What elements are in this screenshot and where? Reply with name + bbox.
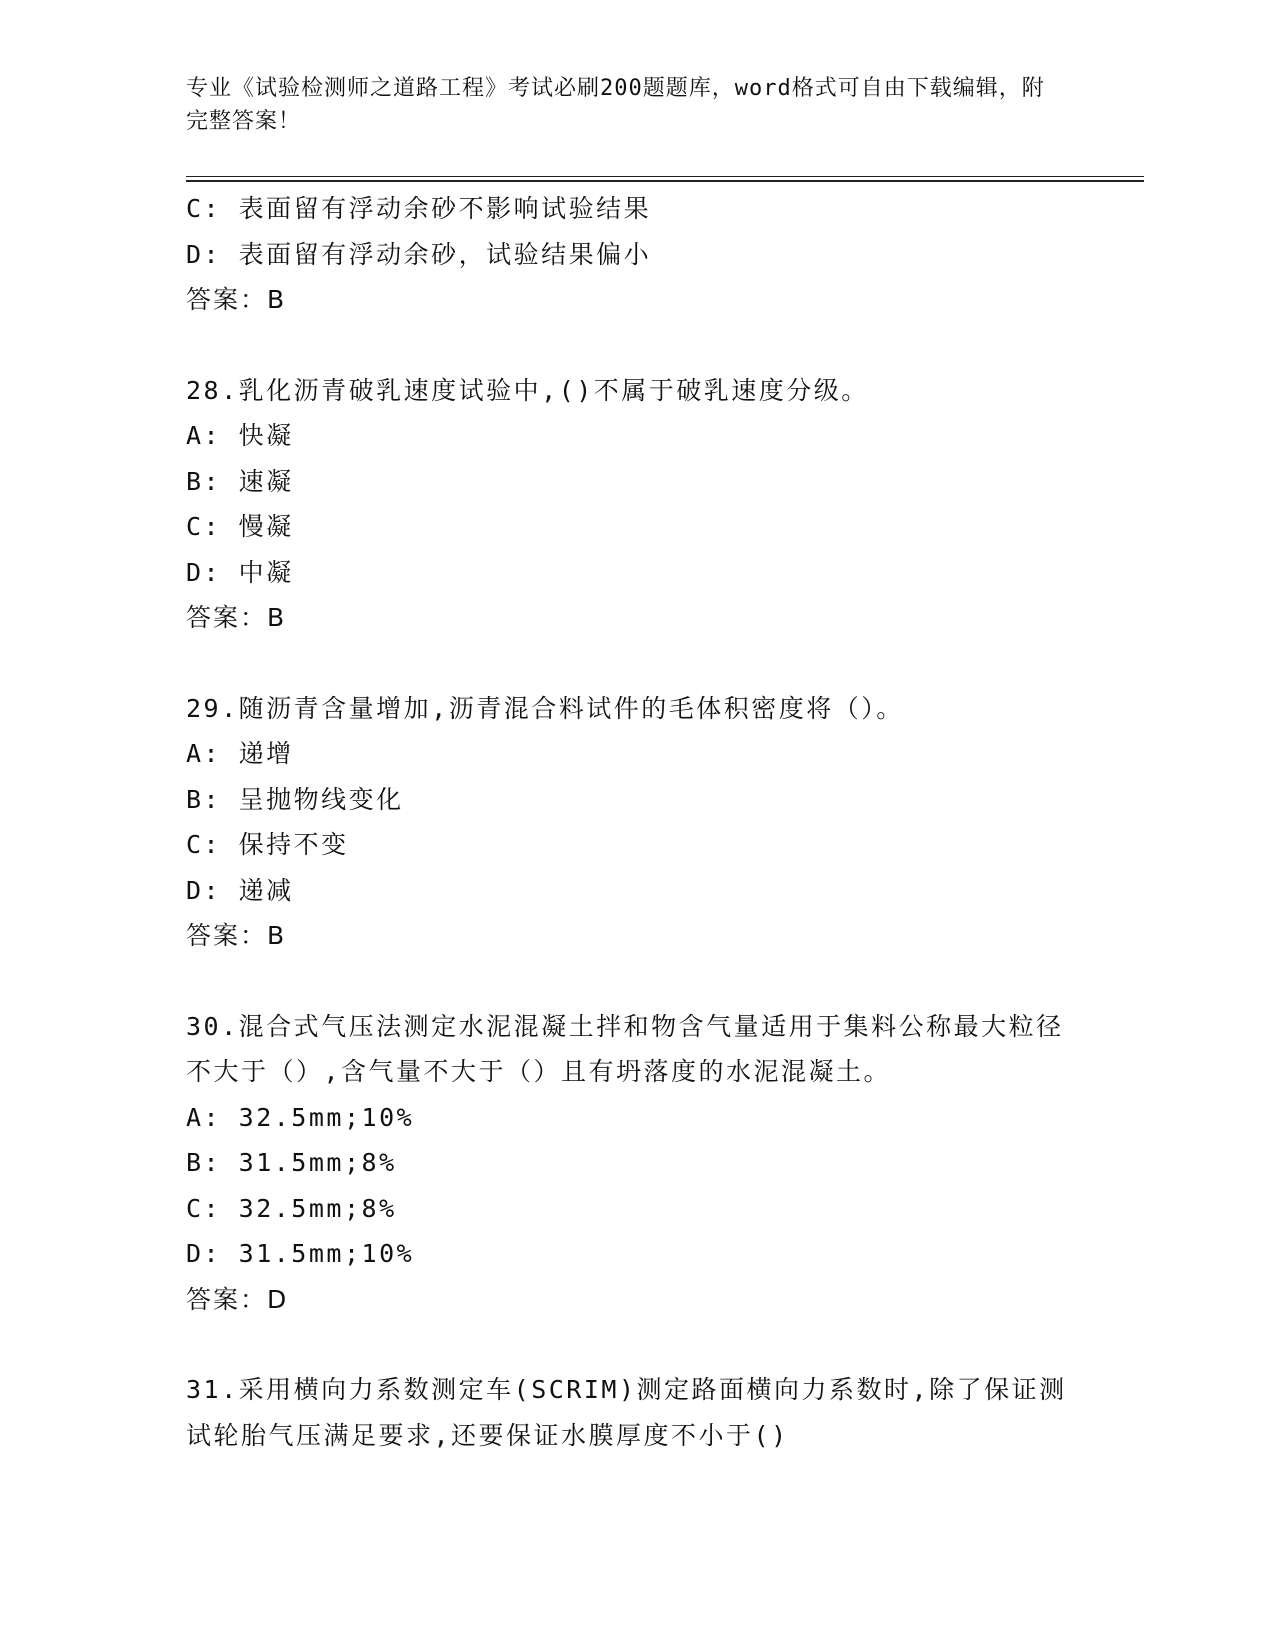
option-b: B: 速凝 [186,466,294,496]
answer: 答案：B [186,285,287,314]
question-28 [186,368,1086,641]
option-a: A: 快凝 [186,421,294,450]
carryover-block [186,186,1086,323]
option-d: D: 中凝 [186,557,294,587]
answer: 答案：B [186,921,287,950]
option-b: B: 31.5mm;8% [186,1148,397,1177]
question-text: 28.乳化沥青破乳速度试验中,()不属于破乳速度分级。 [186,375,869,405]
question-text: 31.采用横向力系数测定车(SCRIM)测定路面横向力系数时,除了保证测试轮胎气压满足要求,还要保证水膜厚度不小于() [186,1375,1067,1450]
question-29 [186,686,1086,959]
option-c: C: 表面留有浮动余砂不影响试验结果 [186,194,652,223]
option-d: D: 31.5mm;10% [186,1239,415,1268]
option-b: B: 呈抛物线变化 [186,784,404,814]
question-30 [186,1004,1086,1323]
option-d: D: 递减 [186,875,294,905]
option-c: C: 保持不变 [186,830,349,859]
question-list [186,186,1086,1458]
question-31 [186,1367,1086,1458]
option-a: A: 递增 [186,739,294,768]
document-header: 专业《试验检测师之道路工程》考试必刷200题题库，word格式可自由下载编辑，附完整答案！ [186,76,1045,134]
question-text: 30.混合式气压法测定水泥混凝土拌和物含气量适用于集料公称最大粒径不大于（）,含气量不大于（）且有坍落度的水泥混凝土。 [186,1011,1064,1086]
answer: 答案：B [186,603,287,632]
header-divider-thin [186,176,1144,177]
option-c: C: 32.5mm;8% [186,1193,397,1223]
option-d: D: 表面留有浮动余砂，试验结果偏小 [186,239,652,269]
option-c: C: 慢凝 [186,512,294,541]
answer: 答案：D [186,1284,289,1314]
option-a: A: 32.5mm;10% [186,1102,415,1132]
question-text: 29.随沥青含量增加,沥青混合料试件的毛体积密度将（）。 [186,693,904,723]
header-divider-thick [186,180,1144,182]
